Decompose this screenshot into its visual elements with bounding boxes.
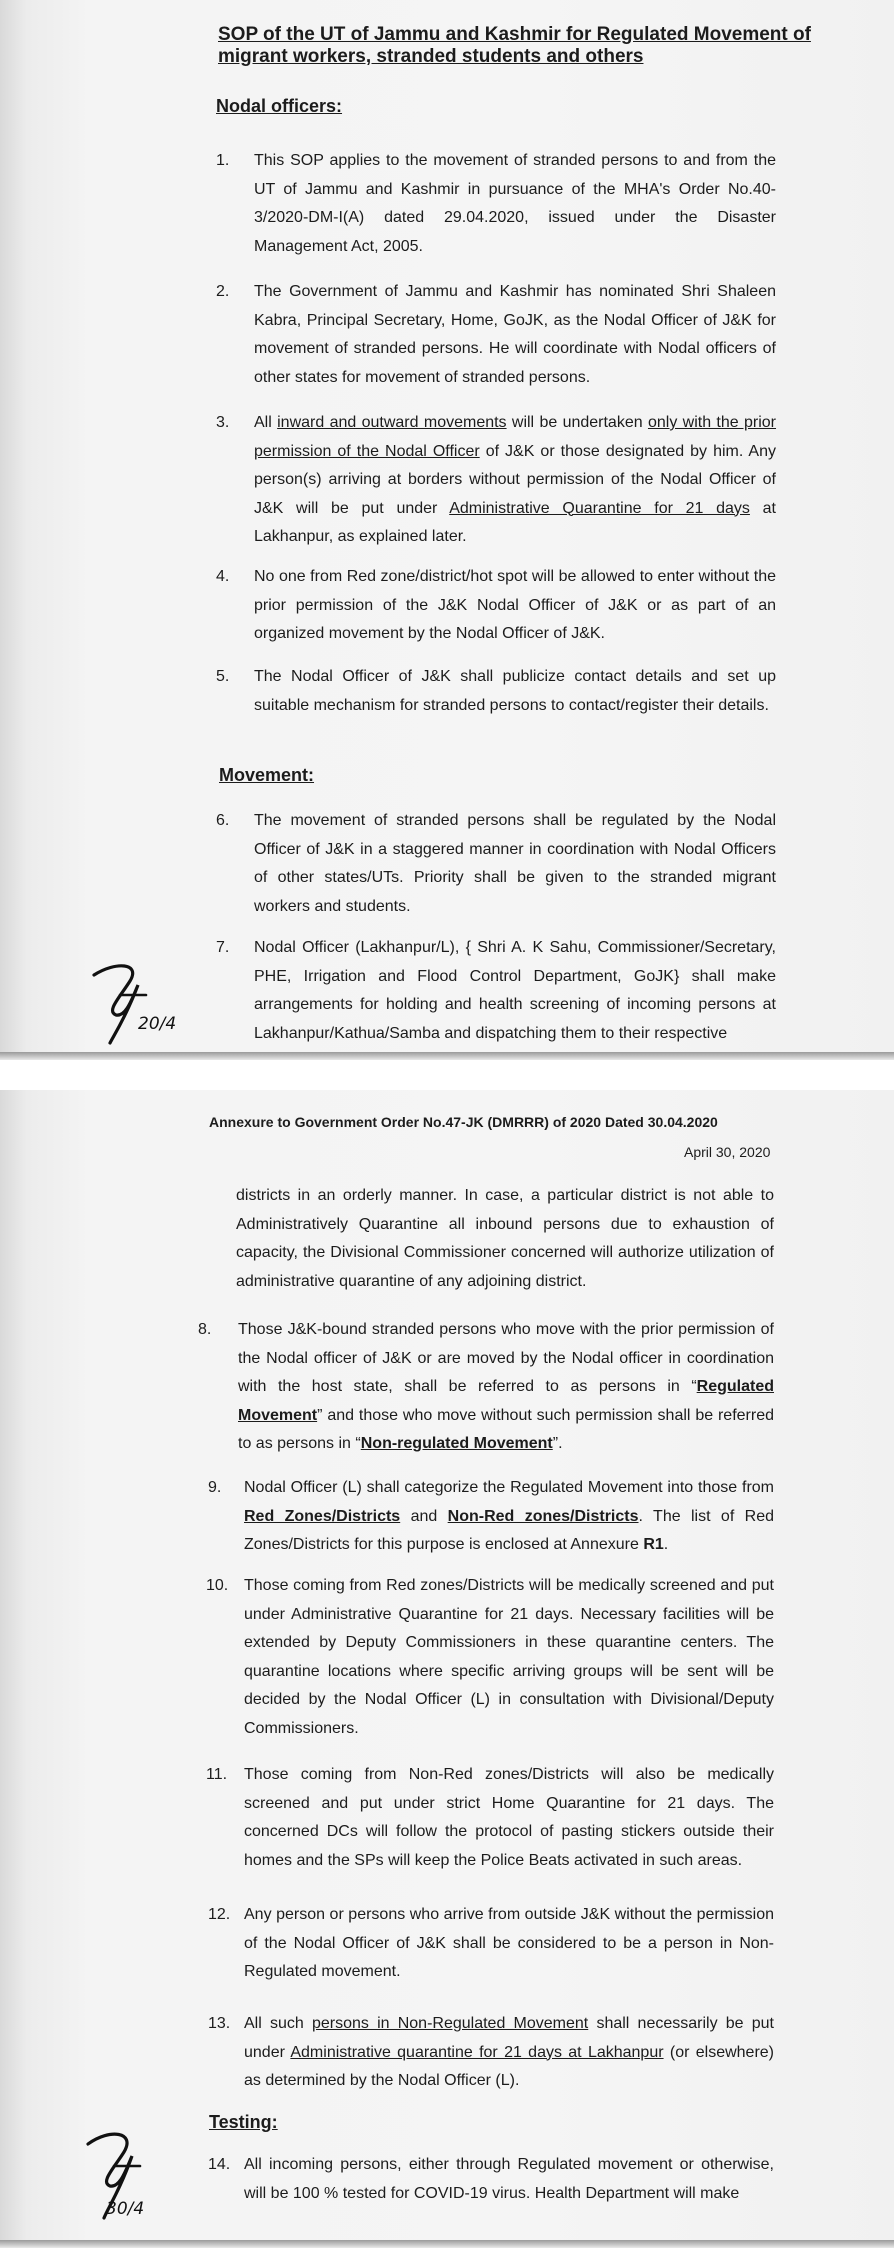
page-edge — [0, 1052, 894, 1060]
continuation-paragraph: districts in an orderly manner. In case, a particular district is not able to Administratively Quarantine all inbound persons due to exhaustion of capacity, the Divisional Commissioner concerned will authorize utilization of administrative quarantine of any adjoining district. — [236, 1187, 774, 1290]
document-page-2: Annexure to Government Order No.47-JK (DMRRR) of 2020 Dated 30.04.2020 April 30, 2020 districts in an orderly manner. In case, a particular district is not able to Administratively Quarantine all inbound persons due to exhaustion of capacity, the Divisional Commissioner concerned will authorize utilization of administrative quarantine of any adjoining district. 8. Those J&K-bound stranded persons who move with the prior permission of the Nodal officer of J&K or are moved by the Nodal officer in coordination with the host state, shall be referred to as persons in “Regulated Movement” and those who move without such permission shall be referred to as persons in “Non-regulated Movement”. 9. Nodal Officer (L) shall categorize the Regulated Movement into those from Red Zones/Districts and Non-Red zones/Districts. The list of Red Zones/Districts for this purpose is enclosed at Annexure R1. 10. Those coming from Red zones/Districts will be medically screened and put under Administrative Quarantine for 21 days. Necessary facilities will be extended by Deputy Commissioners in these quarantine centers. The quarantine locations where specific arriving groups will be sent will be decided by the Nodal Officer (L) in consultation with Divisional/Deputy Commissioners. 11. Those coming from Non-Red zones/Districts will also be medically screened and put under strict Home Quarantine for 21 days. The concerned DCs will follow the protocol of pasting stickers outside their homes and the SPs will keep the Police Beats activated in such areas. 12. Any person or persons who arrive from outside J&K without the permission of the Nodal Officer of J&K shall be considered to be a person in Non-Regulated movement. 13. All such persons in Non-Regulated Movement shall necessarily be put under Administrative quarantine for 21 days at Lakhanpur (or elsewhere) as determined by the Nodal Officer (L). Testing: 14. All incoming persons, either through Regulated movement or otherwise, will be 100 % tested for COVID-19 virus. Health Department will make 30/4 — [0, 1090, 894, 2248]
page-separator — [0, 1060, 894, 1090]
annexure-header: Annexure to Government Order No.47-JK (DMRRR) of 2020 Dated 30.04.2020 — [209, 1114, 718, 1130]
movement-heading: Movement: — [219, 765, 315, 785]
handwritten-signature — [78, 2122, 188, 2227]
page-edge — [0, 2240, 894, 2248]
document-page-1: SOP of the UT of Jammu and Kashmir for Regulated Movement of migrant workers, stranded students and others Nodal officers: 1. This SOP applies to the movement of stranded persons to and from the UT of Jammu and Kashmir in pursuance of the MHA's Order No.40-3/2020-DM-I(A) dated 29.04.2020, issued under the Disaster Management Act, 2005. 2. The Government of Jammu and Kashmir has nominated Shri Shaleen Kabra, Principal Secretary, Home, GoJK, as the Nodal Officer of J&K for movement of stranded persons. He will coordinate with Nodal officers of other states for movement of stranded persons. 3. All inward and outward movements will be undertaken only with the prior permission of the Nodal Officer of J&K or those designated by him. Any person(s) arriving at borders without permission of the Nodal Officer of J&K will be put under Administrative Quarantine for 21 days at Lakhanpur, as explained later. 4. No one from Red zone/district/hot spot will be allowed to enter without the prior permission of the J&K Nodal Officer of J&K or as part of an organized movement by the Nodal Officer of J&K. 5. The Nodal Officer of J&K shall publicize contact details and set up suitable mechanism for stranded persons to contact/register their details. Movement: 6. The movement of stranded persons shall be regulated by the Nodal Officer of J&K in a staggered manner in coordination with Nodal Officers of other states/UTs. Priority shall be given to the stranded migrant workers and students. 7. Nodal Officer (Lakhanpur/L), { Shri A. K Sahu, Commissioner/Secretary, PHE, Irrigation and Flood Control Department, GoJK} shall make arrangements for holding and health screening of incoming persons at Lakhanpur/Kathua/Samba and dispatching them to their respective 20/4 — [0, 0, 894, 1060]
document-date: April 30, 2020 — [684, 1144, 771, 1160]
svg-text:20/4: 20/4 — [138, 1014, 177, 1034]
svg-text:30/4: 30/4 — [106, 2199, 145, 2219]
testing-heading: Testing: — [209, 2112, 278, 2132]
handwritten-signature — [86, 955, 196, 1050]
nodal-officers-heading: Nodal officers: — [216, 96, 343, 116]
document-title: SOP of the UT of Jammu and Kashmir for Regulated Movement of migrant workers, stranded students and others — [218, 24, 811, 67]
